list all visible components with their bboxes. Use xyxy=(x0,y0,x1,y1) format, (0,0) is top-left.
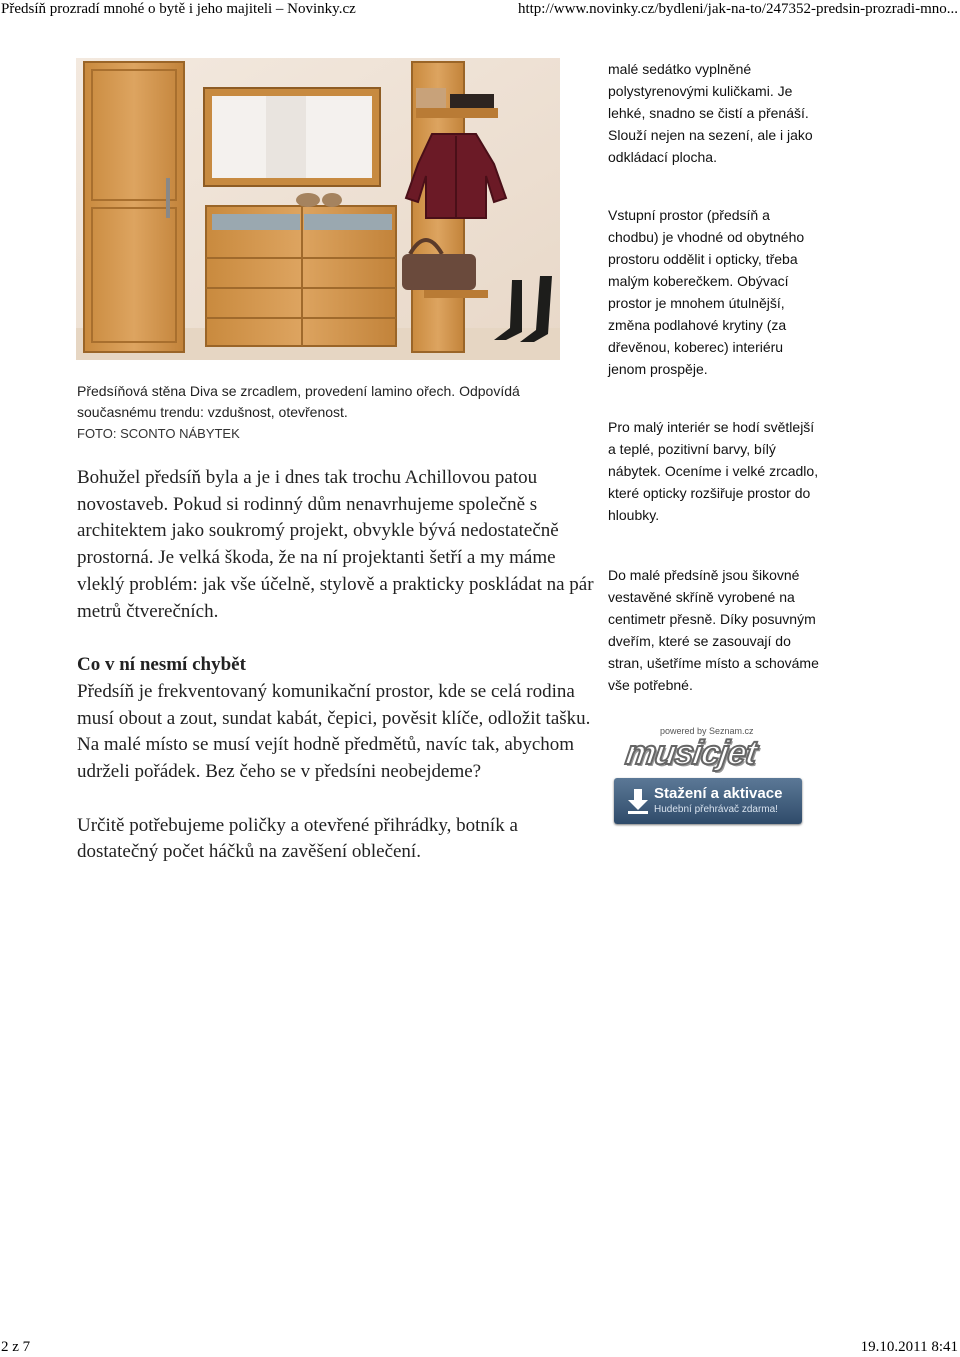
print-header-title: Předsíň prozradí mnohé o bytě i jeho majiteli – Novinky.cz xyxy=(1,1,356,17)
print-header xyxy=(0,0,960,22)
sidebar-tip: Do malé předsíně jsou šikovné vestavěné skříně vyrobené na centimetr přesně. Díky posuvným dveřím, které se zasouvají do stran, ušetříme místo a schováme vše potřebné. xyxy=(608,567,819,693)
musicjet-ad[interactable] xyxy=(612,726,808,826)
musicjet-powered-by: powered by Seznam.cz xyxy=(660,726,754,736)
section-heading: Co v ní nesmí chybět xyxy=(77,654,246,676)
photo-caption-text: Předsíňová stěna Diva se zrcadlem, provedení lamino ořech. Odpovídá současnému trendu: vzdušnost, otevřenost. xyxy=(77,383,520,420)
article-paragraph: Bohužel předsíň byla a je i dnes tak trochu Achillovou patou novostaveb. Pokud si rodinný dům nenavrhujeme společně s architektem jako soukromý projekt, obvykle bývá nedostatečně prostorná. Je velká škoda, že na ní projektanti šetří a my máme vleklý problém: jak vše účelně, stylově a prakticky poskládat na pár metrů čtverečních. xyxy=(77,467,594,622)
musicjet-button-subtitle: Hudební přehrávač zdarma! xyxy=(654,804,778,815)
page-number: 2 z 7 xyxy=(1,1339,31,1355)
sidebar-tip: malé sedátko vyplněné polystyrenovými kuličkami. Je lehké, snadno se čistí a přenáší. Slouží nejen na sezení, ale i jako odkládací plocha. xyxy=(608,61,813,165)
print-header-url: http://www.novinky.cz/bydleni/jak-na-to/247352-predsin-prozradi-mno... xyxy=(517,1,958,17)
musicjet-logo: musicjet xyxy=(623,734,759,772)
musicjet-button-title: Stažení a aktivace xyxy=(654,785,783,802)
sidebar-tip: Vstupní prostor (předsíň a chodbu) je vhodné od obytného prostoru oddělit i opticky, třeba malým koberečkem. Obývací prostor je mnohem útulnější, změna podlahové krytiny (za dřevěnou, koberec) interiéru jenom prospěje. xyxy=(608,207,805,377)
print-datetime: 19.10.2011 8:41 xyxy=(860,1339,958,1355)
musicjet-download-button[interactable] xyxy=(614,778,802,824)
photo-credit: FOTO: SCONTO NÁBYTEK xyxy=(77,426,240,441)
article-body xyxy=(77,465,597,866)
article-paragraph: Určitě potřebujeme poličky a otevřené přihrádky, botník a dostatečný počet háčků na zavěšení oblečení. xyxy=(77,814,518,863)
download-arrow-icon xyxy=(626,788,650,814)
article-paragraph: Předsíň je frekventovaný komunikační prostor, kde se celá rodina musí obout a zout, sundat kabát, čepici, pověsit klíče, odložit tašku. Na malé místo se musí vejít hodně předmětů, navíc tak, abychom udrželi pořádek. Bez čeho se v předsíni neobejdeme? xyxy=(77,680,591,783)
article-photo xyxy=(76,58,560,360)
hallway-furniture-photo xyxy=(76,58,560,360)
photo-caption xyxy=(77,381,577,444)
print-footer xyxy=(0,1338,960,1356)
sidebar-tip: Pro malý interiér se hodí světlejší a teplé, pozitivní barvy, bílý nábytek. Oceníme i velké zrcadlo, které opticky rozšiřuje prostor do hloubky. xyxy=(608,419,819,523)
